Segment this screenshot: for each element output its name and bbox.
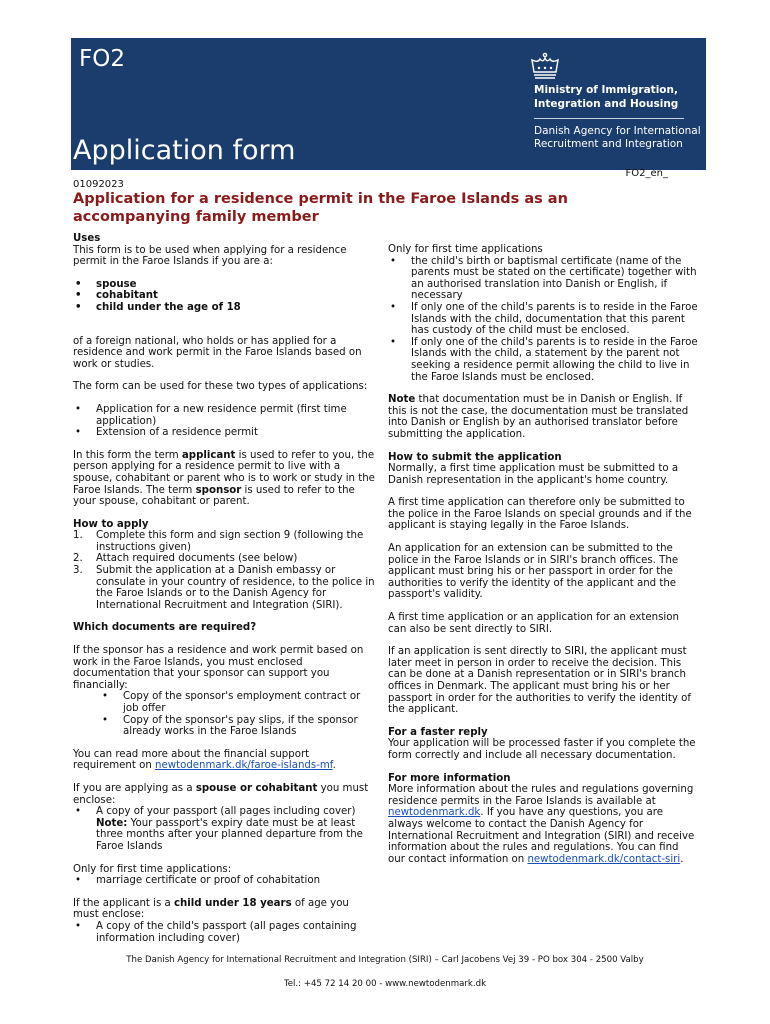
types-list	[73, 404, 375, 439]
step-text: Complete this form and sign section 9 (following the instructions given)	[96, 530, 364, 553]
more-info-text	[388, 784, 698, 865]
foreign-national-text: of a foreign national, who holds or has applied for a residence and work permit in the Faroe Islands based on work or studies.	[73, 335, 362, 370]
list-item: • A copy of the child's passport (all pages containing information including cover)	[73, 921, 375, 944]
text-span: that documentation must be in Danish or English. If this is not the case, the documentation must be translated into Danish or English by an authorised translator before submitting the application.	[388, 394, 689, 440]
note-label: Note:	[96, 817, 128, 829]
footer-address: The Danish Agency for International Recruitment and Integration (SIRI) – Carl Jacobens Vej 39 - PO box 304 - 2500 Valby	[126, 955, 644, 965]
list-item: • the child's birth or baptismal certificate (name of the parents must be stated on the certificate) together with an authorised translation into Danish or English, if necessary	[388, 256, 698, 302]
uses-heading: Uses	[73, 233, 101, 244]
child-bold: child under 18 years	[174, 897, 292, 909]
form-version: FO2_en_	[625, 168, 668, 179]
text-span: Your passport's expiry date must be at least three months after your planned departure from the Faroe Islands	[96, 817, 363, 852]
text-span: of age you must enclose:	[73, 897, 349, 921]
child-text	[73, 898, 375, 921]
right-column	[388, 244, 698, 865]
how-to-apply-steps	[73, 530, 375, 611]
step-text: Submit the application at a Danish embassy or consulate in your country of residence, to the police in the Faroe Islands or to the Danish Agency for International Recruitment and Integration (SIRI).	[96, 565, 375, 611]
note-label: Note	[388, 394, 416, 406]
step-number: 3.	[73, 565, 83, 577]
list-item	[73, 565, 375, 611]
submit-heading: How to submit the application	[388, 451, 562, 463]
spouse-text	[73, 783, 375, 806]
text-span: If the applicant is a	[73, 897, 175, 909]
heading-line-1: Application for a residence permit in the Faroe Islands as an	[73, 191, 568, 207]
list-item: • child under the age of 18	[73, 302, 375, 314]
crown-logo-icon	[530, 52, 560, 80]
faster-heading: For a faster reply	[388, 726, 488, 738]
submit-paragraph: Normally, a first time application must be submitted to a Danish representation in the applicant's home country.	[388, 463, 679, 486]
spouse-bold: spouse or cohabitant	[195, 782, 318, 794]
list-item: • Extension of a residence permit	[73, 427, 375, 439]
sponsor-text: If the sponsor has a residence and work permit based on work in the Faroe Islands, you must enclosed documentation that your sponsor can support you financially:	[73, 645, 364, 691]
step-number: 2.	[73, 553, 83, 565]
submit-paragraph: If an application is sent directly to SIRI, the applicant must later meet in person in order to receive the decision. This can be done at a Danish representation or in SIRI's branch offices in Denmark. The applicant must bring his or her passport in order for the authorities to verify the identity of the applicant.	[388, 646, 691, 716]
first-time-list	[388, 256, 698, 384]
document-heading	[73, 190, 633, 226]
list-item: • cohabitant	[73, 290, 375, 302]
agency-line-2: Recruitment and Integration	[534, 138, 683, 150]
list-item: • If only one of the child's parents is to reside in the Faroe Islands with the child, documentation that this parent has custody of the child must be enclosed.	[388, 302, 698, 337]
list-item	[73, 553, 375, 565]
list-item: • If only one of the child's parents is to reside in the Faroe Islands with the child, a statement by the parent not seeking a residence permit allowing the child to live in the Faroe Islands must be enclosed.	[388, 337, 698, 383]
documents-heading: Which documents are required?	[73, 622, 257, 634]
text-span: you must enclose:	[73, 782, 369, 806]
text-span: . If you have any questions, you are always welcome to contact the Danish Agency for International Recruitment and Integration (SIRI) and receive information about the rules and regulations. You can find our contact information on	[388, 807, 695, 865]
submit-paragraph: A first time application can therefore only be submitted to the police in the Faroe Islands on special grounds and if the applicant is staying legally in the Faroe Islands.	[388, 497, 692, 532]
term-applicant: applicant	[181, 449, 236, 461]
date-code: 01092023	[73, 179, 124, 190]
text-span: In this form the term	[73, 449, 182, 461]
ministry-line-1: Ministry of Immigration,	[534, 84, 678, 96]
heading-line-2: accompanying family member	[73, 209, 319, 225]
ministry-name	[534, 83, 678, 111]
contact-siri-link[interactable]: newtodenmark.dk/contact-siri	[527, 853, 681, 865]
uses-text: This form is to be used when applying for a residence permit in the Faroe Islands if you are a:	[73, 244, 347, 268]
step-number: 1.	[73, 530, 83, 542]
ministry-line-2: Integration and Housing	[534, 98, 679, 110]
child-list	[73, 921, 375, 944]
list-item: • marriage certificate or proof of cohabitation	[73, 875, 375, 887]
list-item: • Copy of the sponsor's employment contract or job offer	[73, 691, 375, 714]
term-sponsor: sponsor	[195, 484, 242, 496]
first-time-list	[73, 875, 375, 887]
text-span: .	[680, 853, 684, 865]
uses-list	[73, 279, 375, 314]
text-span: .	[332, 760, 336, 772]
left-column	[73, 233, 375, 944]
sponsor-list	[73, 691, 375, 737]
text-span: You can read more about the financial support requirement on	[73, 748, 310, 772]
form-code: FO2	[79, 46, 125, 72]
list-item	[73, 806, 375, 852]
text-span: is used to refer to the your spouse, cohabitant or parent.	[73, 484, 355, 508]
footer-contact: Tel.: +45 72 14 20 00 - www.newtodenmark.dk	[283, 979, 487, 989]
spouse-list	[73, 806, 375, 852]
submit-paragraph: An application for an extension can be submitted to the police in the Faroe Islands or in SIRI's branch offices. The applicant must bring his or her passport in order for the authorities to verify the identity of the applicant and the passport's validity.	[388, 543, 679, 601]
agency-line-1: Danish Agency for International	[534, 125, 701, 137]
list-item	[73, 530, 375, 553]
more-info-heading: For more information	[388, 772, 511, 784]
text-span: A copy of your passport (all pages including cover)	[96, 806, 356, 818]
newtodenmark-link[interactable]: newtodenmark.dk	[388, 807, 481, 819]
list-item: • Copy of the sponsor's pay slips, if the sponsor already works in the Faroe Islands	[73, 715, 375, 738]
text-span: is used to refer to you, the person applying for a residence permit to live with a spouse, cohabitant or parent who is to work or study in the Faroe Islands. The term	[73, 449, 375, 496]
types-text: The form can be used for these two types of applications:	[73, 381, 368, 393]
faster-text: Your application will be processed faster if you complete the form correctly and include all necessary documentation.	[388, 738, 696, 761]
agency-name	[534, 125, 701, 151]
financial-support-link[interactable]: newtodenmark.dk/faroe-islands-mf	[155, 760, 333, 772]
step-text: Attach required documents (see below)	[96, 553, 298, 565]
language-note	[388, 394, 698, 440]
first-time-label: Only for first time applications:	[73, 863, 232, 875]
how-to-apply-heading: How to apply	[73, 518, 149, 530]
list-item: • Application for a new residence permit (first time application)	[73, 404, 375, 427]
divider	[534, 118, 684, 119]
first-time-label: Only for first time applications	[388, 244, 543, 255]
header-banner	[71, 38, 706, 170]
term-definition	[73, 450, 375, 508]
list-item: • spouse	[73, 279, 375, 291]
financial-requirement-text	[73, 749, 375, 772]
form-title: Application form	[73, 135, 296, 166]
text-span: More information about the rules and regulations governing residence permits in the Faroe Islands is available at	[388, 784, 694, 807]
submit-paragraph: A first time application or an application for an extension can also be sent directly to SIRI.	[388, 612, 679, 635]
text-span: If you are applying as a	[73, 782, 196, 794]
